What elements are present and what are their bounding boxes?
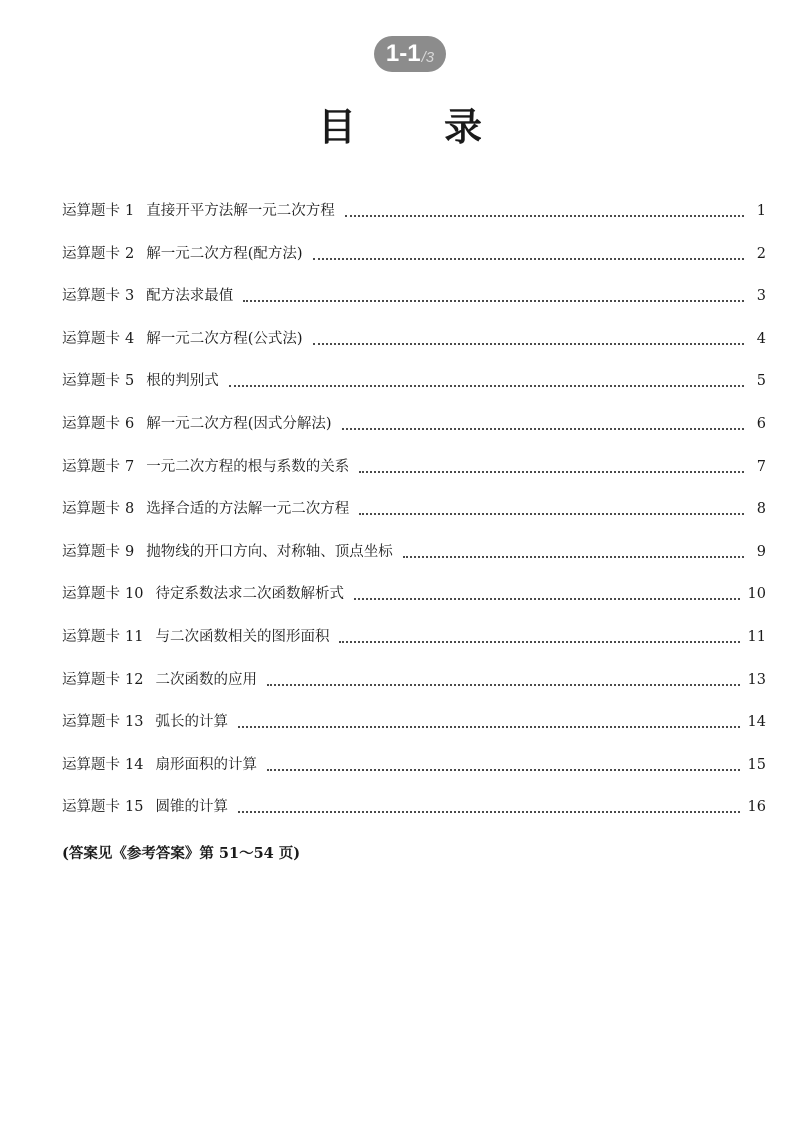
toc-card-number: 14: [125, 756, 144, 773]
toc-page-number: 3: [756, 288, 766, 305]
toc-card-number: 11: [125, 628, 144, 645]
toc-card-label: 运算题卡: [62, 756, 120, 773]
dot-leader: [359, 454, 744, 473]
toc-entry[interactable]: [62, 667, 766, 710]
toc-entry[interactable]: [62, 198, 766, 241]
page-section-badge: [374, 36, 446, 72]
dot-leader: [354, 581, 740, 600]
toc-card-number: 13: [125, 714, 144, 731]
toc-card-label: 运算题卡: [62, 543, 120, 560]
toc-page-number: 11: [747, 628, 766, 645]
table-of-contents: [62, 198, 766, 837]
toc-topic-title: 扇形面积的计算: [155, 756, 257, 773]
toc-topic-title: 选择合适的方法解一元二次方程: [146, 501, 350, 518]
toc-card-label: 运算题卡: [62, 203, 120, 219]
toc-page-number: 16: [747, 799, 766, 816]
toc-card-number: 6: [125, 415, 135, 432]
badge-sub-label: /3: [421, 48, 435, 66]
toc-card-number: 15: [125, 799, 144, 816]
toc-entry[interactable]: [62, 283, 766, 326]
toc-card-number: 3: [125, 288, 135, 305]
toc-card-label: 运算题卡: [62, 330, 120, 347]
toc-page-number: 5: [756, 373, 766, 390]
toc-topic-title: 一元二次方程的根与系数的关系: [146, 458, 350, 475]
toc-card-label: 运算题卡: [62, 288, 120, 305]
toc-topic-title: 直接开平方法解一元二次方程: [146, 203, 335, 219]
toc-card-label: 运算题卡: [62, 245, 120, 262]
toc-entry[interactable]: [62, 581, 766, 624]
toc-entry[interactable]: [62, 794, 766, 837]
toc-page-number: 10: [747, 586, 766, 603]
toc-topic-title: 解一元二次方程(公式法): [146, 330, 303, 347]
toc-topic-title: 根的判别式: [146, 373, 219, 390]
toc-entry[interactable]: [62, 326, 766, 369]
toc-page-number: 2: [756, 245, 766, 262]
toc-card-label: 运算题卡: [62, 671, 120, 688]
toc-card-number: 1: [125, 203, 135, 219]
toc-entry[interactable]: [62, 539, 766, 582]
toc-entry[interactable]: [62, 368, 766, 411]
toc-topic-title: 二次函数的应用: [155, 671, 257, 688]
toc-page-number: 15: [747, 756, 766, 773]
toc-card-number: 9: [125, 543, 135, 560]
toc-page-number: 6: [756, 415, 766, 432]
toc-card-number: 5: [125, 373, 135, 390]
dot-leader: [238, 709, 740, 728]
toc-topic-title: 与二次函数相关的图形面积: [155, 628, 330, 645]
toc-topic-title: 解一元二次方程(配方法): [146, 245, 303, 262]
toc-entry[interactable]: [62, 241, 766, 284]
dot-leader: [339, 624, 739, 643]
toc-card-number: 8: [125, 501, 135, 518]
dot-leader: [267, 667, 740, 686]
toc-card-number: 7: [125, 458, 135, 475]
toc-topic-title: 抛物线的开口方向、对称轴、顶点坐标: [146, 543, 393, 560]
toc-card-number: 12: [125, 671, 144, 688]
toc-page-number: 7: [756, 458, 766, 475]
toc-entry[interactable]: [62, 411, 766, 454]
page-title: 目录: [317, 104, 570, 149]
toc-card-number: 2: [125, 245, 135, 262]
toc-topic-title: 待定系数法求二次函数解析式: [155, 586, 344, 603]
toc-topic-title: 弧长的计算: [155, 714, 228, 731]
toc-card-number: 4: [125, 330, 135, 347]
toc-card-label: 运算题卡: [62, 458, 120, 475]
toc-card-label: 运算题卡: [62, 501, 120, 518]
dot-leader: [243, 283, 744, 302]
toc-page-number: 9: [756, 543, 766, 560]
dot-leader: [229, 368, 744, 387]
toc-card-label: 运算题卡: [62, 628, 120, 645]
badge-main-label: 1-1: [385, 40, 421, 67]
toc-entry[interactable]: [62, 496, 766, 539]
toc-page-number: 4: [756, 330, 766, 347]
toc-topic-title: 解一元二次方程(因式分解法): [146, 415, 332, 432]
answer-reference-note: (答案见《参考答案》第 51～54 页): [62, 845, 301, 862]
toc-card-label: 运算题卡: [62, 586, 120, 603]
toc-topic-title: 圆锥的计算: [155, 799, 228, 816]
toc-card-number: 10: [125, 586, 144, 603]
toc-page-number: 1: [756, 203, 766, 219]
toc-page-number: 14: [747, 714, 766, 731]
dot-leader: [403, 539, 744, 558]
toc-card-label: 运算题卡: [62, 415, 120, 432]
toc-entry[interactable]: [62, 624, 766, 667]
dot-leader: [238, 794, 740, 813]
dot-leader: [359, 496, 744, 515]
toc-card-label: 运算题卡: [62, 714, 120, 731]
dot-leader: [313, 241, 744, 260]
toc-card-label: 运算题卡: [62, 373, 120, 390]
toc-entry[interactable]: [62, 709, 766, 752]
dot-leader: [267, 752, 740, 771]
dot-leader: [313, 326, 744, 345]
toc-card-label: 运算题卡: [62, 799, 120, 816]
toc-entry[interactable]: [62, 752, 766, 795]
toc-page-number: 13: [747, 671, 766, 688]
toc-page-number: 8: [756, 501, 766, 518]
toc-topic-title: 配方法求最值: [146, 288, 234, 305]
dot-leader: [345, 198, 744, 217]
dot-leader: [342, 411, 744, 430]
toc-entry[interactable]: [62, 454, 766, 497]
